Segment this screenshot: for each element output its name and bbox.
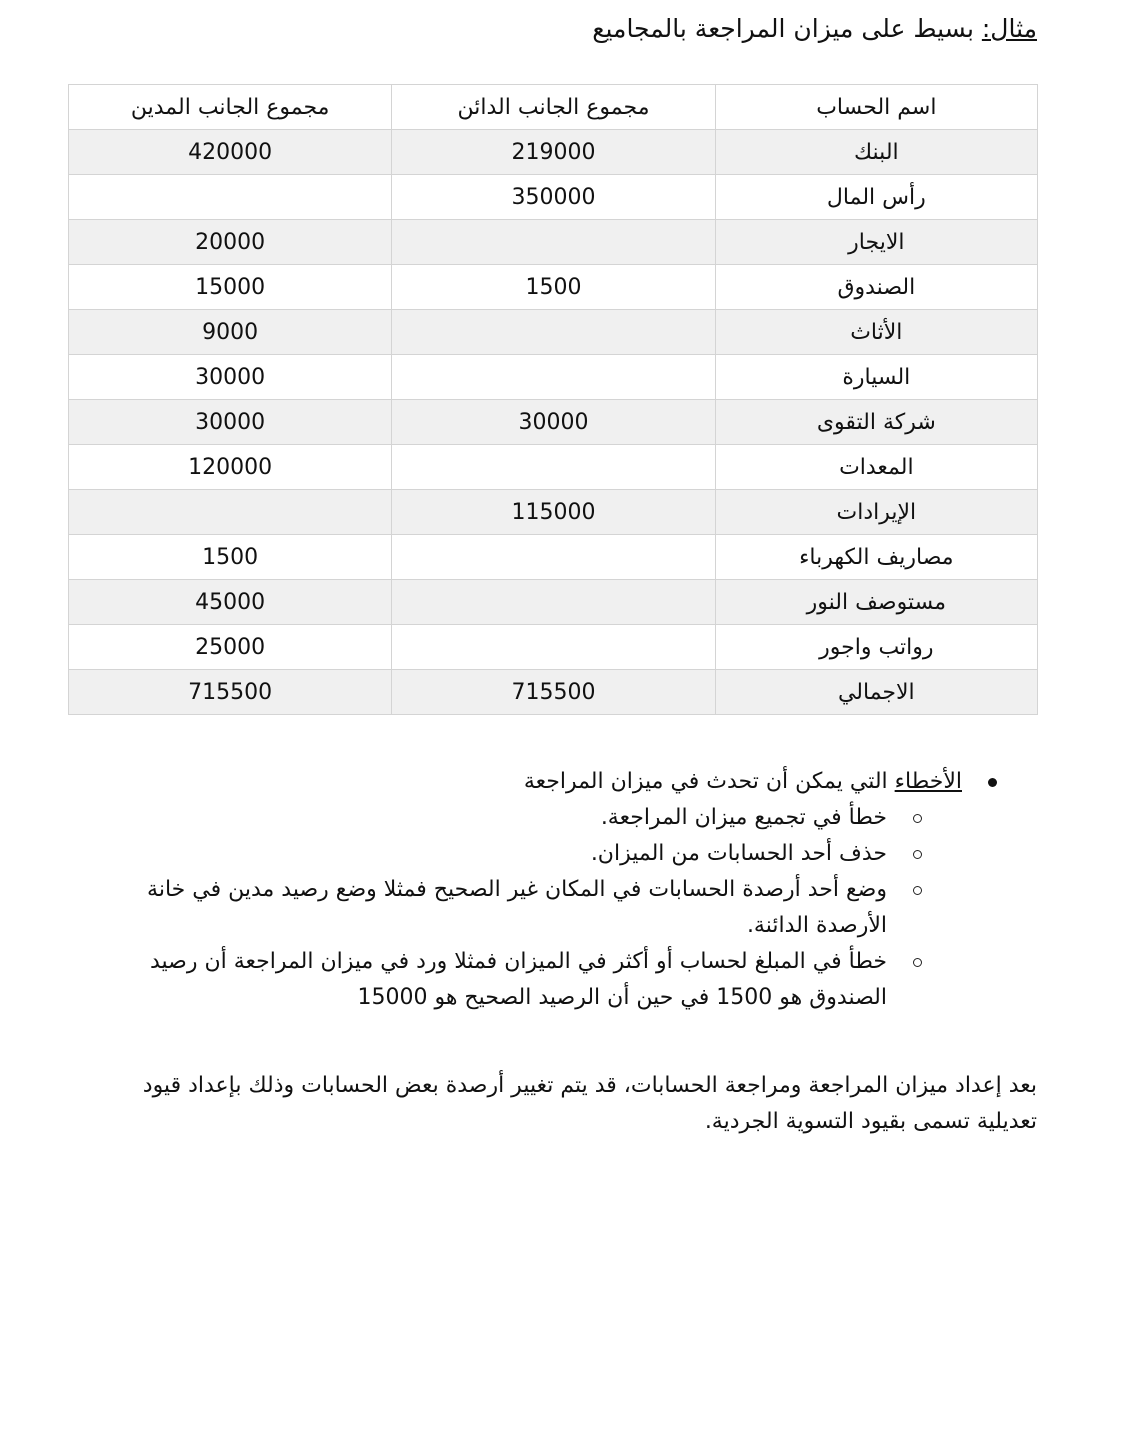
debit-cell xyxy=(69,490,392,535)
error-list-item xyxy=(77,836,1037,872)
account-name-cell: الأثاث xyxy=(715,310,1037,355)
debit-cell: 120000 xyxy=(69,445,392,490)
table-row xyxy=(69,490,1038,535)
account-name-cell: رأس المال xyxy=(715,175,1037,220)
credit-cell: 30000 xyxy=(392,400,715,445)
credit-cell: 115000 xyxy=(392,490,715,535)
account-name-cell: المعدات xyxy=(715,445,1037,490)
error-list-item xyxy=(77,872,1037,944)
account-name-cell: مصاريف الكهرباء xyxy=(715,535,1037,580)
header-credit-total: مجموع الجانب الدائن xyxy=(392,85,715,130)
total-credit-cell: 715500 xyxy=(392,670,715,715)
credit-cell xyxy=(392,355,715,400)
credit-cell xyxy=(392,580,715,625)
credit-cell: 219000 xyxy=(392,130,715,175)
page-title xyxy=(592,14,1037,43)
table-total-row xyxy=(69,670,1038,715)
errors-section xyxy=(77,764,1037,1016)
credit-cell: 350000 xyxy=(392,175,715,220)
total-label-cell: الاجمالي xyxy=(715,670,1037,715)
table-row xyxy=(69,625,1038,670)
table-header-row xyxy=(69,85,1038,130)
debit-cell: 9000 xyxy=(69,310,392,355)
closing-paragraph: بعد إعداد ميزان المراجعة ومراجعة الحسابات، قد يتم تغيير أرصدة بعض الحسابات وذلك بإعداد قيود تعديلية تسمى بقيود التسوية الجردية. xyxy=(142,1073,1037,1134)
account-name-cell: البنك xyxy=(715,130,1037,175)
title-prefix: مثال: xyxy=(981,14,1037,43)
table-row xyxy=(69,580,1038,625)
header-account-name: اسم الحساب xyxy=(715,85,1037,130)
hollow-bullet-icon xyxy=(913,814,922,823)
credit-cell xyxy=(392,535,715,580)
total-debit-cell: 715500 xyxy=(69,670,392,715)
credit-cell xyxy=(392,445,715,490)
debit-cell: 30000 xyxy=(69,400,392,445)
error-item-text: خطأ في تجميع ميزان المراجعة. xyxy=(600,805,887,830)
credit-cell xyxy=(392,220,715,265)
debit-cell: 15000 xyxy=(69,265,392,310)
hollow-bullet-icon xyxy=(913,958,922,967)
header-debit-total: مجموع الجانب المدين xyxy=(69,85,392,130)
debit-cell: 1500 xyxy=(69,535,392,580)
hollow-bullet-icon xyxy=(913,886,922,895)
bullet-icon xyxy=(988,778,997,787)
errors-heading-underlined: الأخطاء xyxy=(894,769,962,794)
credit-cell: 1500 xyxy=(392,265,715,310)
title-text: بسيط على ميزان المراجعة بالمجاميع xyxy=(592,14,982,43)
debit-cell: 45000 xyxy=(69,580,392,625)
debit-cell: 420000 xyxy=(69,130,392,175)
error-list-item xyxy=(77,944,1037,1016)
debit-cell: 30000 xyxy=(69,355,392,400)
debit-cell xyxy=(69,175,392,220)
table-row xyxy=(69,535,1038,580)
trial-balance-table xyxy=(68,84,1038,715)
account-name-cell: رواتب واجور xyxy=(715,625,1037,670)
table-row xyxy=(69,310,1038,355)
table-row xyxy=(69,220,1038,265)
table-row xyxy=(69,355,1038,400)
hollow-bullet-icon xyxy=(913,850,922,859)
table-row xyxy=(69,265,1038,310)
table-row xyxy=(69,445,1038,490)
errors-heading xyxy=(77,764,1037,800)
account-name-cell: مستوصف النور xyxy=(715,580,1037,625)
error-item-text: حذف أحد الحسابات من الميزان. xyxy=(590,841,887,866)
account-name-cell: السيارة xyxy=(715,355,1037,400)
account-name-cell: شركة التقوى xyxy=(715,400,1037,445)
table-row xyxy=(69,175,1038,220)
account-name-cell: الصندوق xyxy=(715,265,1037,310)
error-list-item xyxy=(77,800,1037,836)
table-row xyxy=(69,130,1038,175)
credit-cell xyxy=(392,310,715,355)
debit-cell: 20000 xyxy=(69,220,392,265)
account-name-cell: الايجار xyxy=(715,220,1037,265)
account-name-cell: الإيرادات xyxy=(715,490,1037,535)
errors-heading-text: التي يمكن أن تحدث في ميزان المراجعة xyxy=(523,769,895,794)
credit-cell xyxy=(392,625,715,670)
error-item-text: خطأ في المبلغ لحساب أو أكثر في الميزان فمثلا ورد في ميزان المراجعة أن رصيد الصندوق هو 1500 في حين أن الرصيد الصحيح هو 15000 xyxy=(149,949,887,1010)
error-item-text: وضع أحد أرصدة الحسابات في المكان غير الصحيح فمثلا وضع رصيد مدين في خانة الأرصدة الدائنة. xyxy=(147,877,887,938)
table-row xyxy=(69,400,1038,445)
debit-cell: 25000 xyxy=(69,625,392,670)
